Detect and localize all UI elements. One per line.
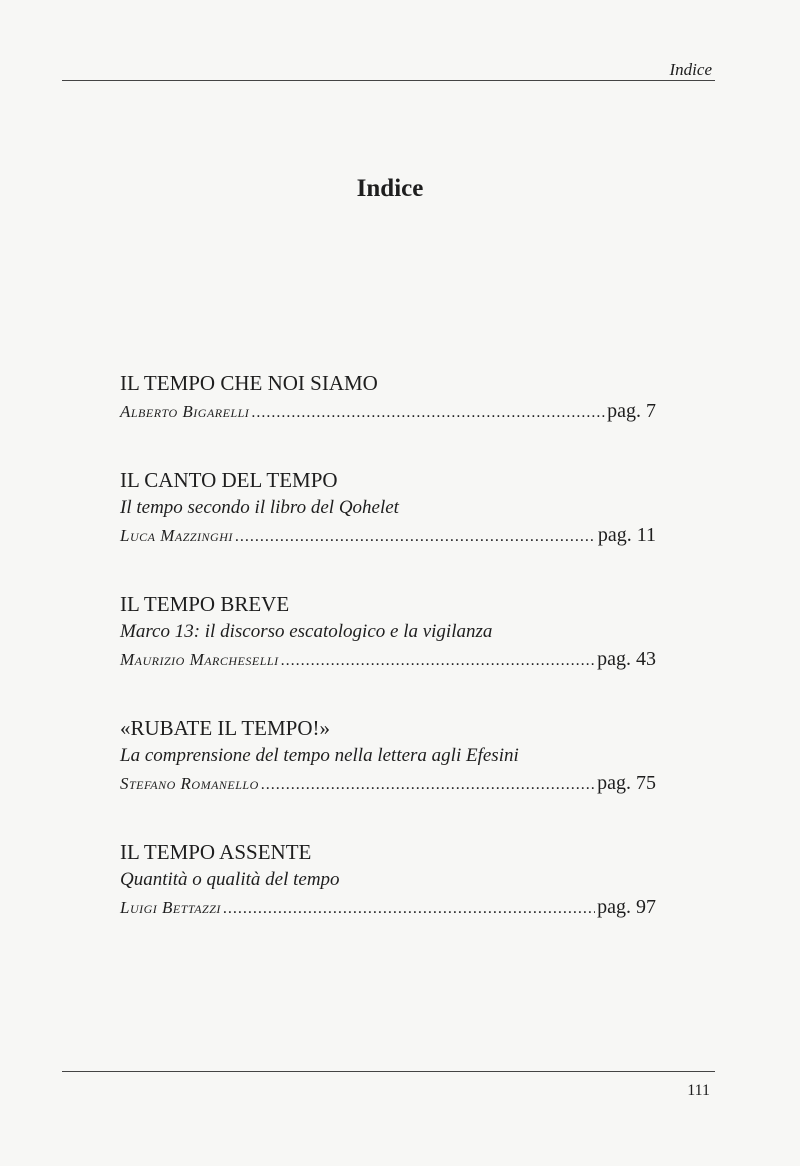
entry-title: IL TEMPO ASSENTE [120, 840, 312, 864]
entry-page: pag. 7 [607, 400, 656, 422]
entry-subtitle: La comprensione del tempo nella lettera agli Efesini [120, 745, 519, 766]
entry-title: «RUBATE IL TEMPO!» [120, 716, 330, 740]
toc-entry [120, 467, 656, 551]
entry-author: Luigi Bettazzi [120, 898, 221, 917]
entry-author: Maurizio Marcheselli [120, 650, 279, 669]
entry-page: pag. 11 [597, 524, 656, 546]
entry-author: Stefano Romanello [120, 774, 259, 793]
dot-leader [261, 771, 595, 799]
author-line [120, 893, 656, 923]
running-head: Indice [669, 60, 712, 79]
dot-leader [223, 895, 595, 923]
entry-author: Alberto Bigarelli [120, 402, 250, 421]
dot-leader [235, 523, 596, 551]
toc-entry [120, 715, 656, 799]
entry-title: IL TEMPO BREVE [120, 592, 290, 616]
entry-title: IL TEMPO CHE NOI SIAMO [120, 371, 378, 395]
entry-subtitle: Il tempo secondo il libro del Qohelet [120, 497, 399, 518]
entry-page: pag. 43 [597, 648, 656, 670]
page-number: 111 [687, 1082, 710, 1099]
page-title: Indice [356, 174, 424, 202]
entry-subtitle: Quantità o qualità del tempo [120, 869, 340, 890]
dot-leader [281, 647, 596, 675]
entry-page: pag. 75 [597, 772, 656, 794]
header-rule [62, 80, 715, 81]
dot-leader [251, 399, 605, 427]
author-line [120, 769, 656, 799]
author-line [120, 521, 656, 551]
footer-rule [62, 1071, 715, 1072]
author-line [120, 645, 656, 675]
author-line [120, 397, 656, 427]
toc-entry [120, 591, 656, 675]
entry-page: pag. 97 [597, 896, 656, 918]
table-of-contents [120, 370, 656, 923]
toc-entry [120, 839, 656, 923]
entry-subtitle: Marco 13: il discorso escatologico e la vigilanza [120, 621, 493, 642]
toc-entry [120, 370, 656, 427]
entry-author: Luca Mazzinghi [120, 526, 233, 545]
entry-title: IL CANTO DEL TEMPO [120, 468, 338, 492]
